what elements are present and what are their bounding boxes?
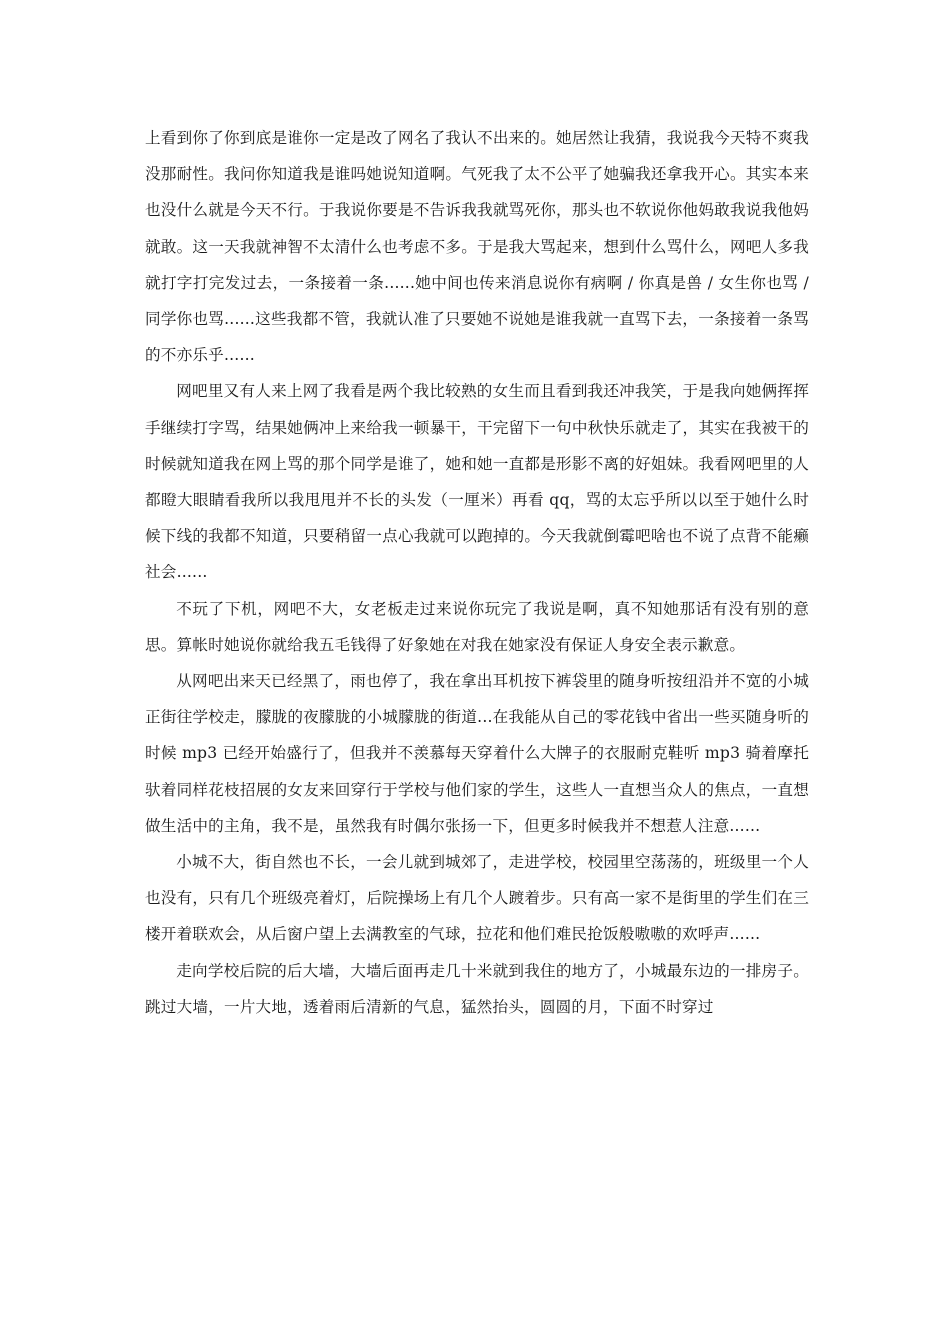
paragraph-leaving-cafe: 不玩了下机，网吧不大，女老板走过来说你玩完了我说是啊，真不知她那话有没有别的意思。算帐时她说你就给我五毛钱得了好象她在对我在她家没有保证人身安全表示歉意。 bbox=[145, 599, 809, 654]
paragraph-walk-to-school: 从网吧出来天已经黑了，雨也停了，我在拿出耳机按下裤袋里的随身听按纽沿并不宽的小城正街往学校走，朦胧的夜朦胧的小城朦胧的街道...在我能从自己的零花钱中省出一些买随身听的时候 mp3 已经开始盛行了，但我并不羡慕每天穿着什么大牌子的衣服耐克鞋听 mp3 骑着摩托驮着同样花枝招展的女友来回穿行于学校与他们家的学生，这些人一直想当众人的焦点，一直想做生活中的主角，我不是，虽然我有时偶尔张扬一下，但更多时候我并不想惹人注意...... bbox=[145, 672, 809, 835]
paragraph-back-wall: 走向学校后院的后大墙，大墙后面再走几十米就到我住的地方了，小城最东边的一排房子。跳过大墙，一片大地，透着雨后清新的气息，猛然抬头，圆圆的月，下面不时穿过 bbox=[145, 961, 809, 1016]
document-body bbox=[145, 120, 809, 1025]
paragraph-internet-cafe: 网吧里又有人来上网了我看是两个我比较熟的女生而且看到我还冲我笑，于是我向她俩挥挥手继续打字骂，结果她俩冲上来给我一顿暴干，干完留下一句中秋快乐就走了，其实在我被干的时候就知道我在网上骂的那个同学是谁了，她和她一直都是形影不离的好姐妹。我看网吧里的人都瞪大眼睛看我所以我甩甩并不长的头发（一厘米）再看 qq，骂的太忘乎所以以至于她什么时候下线的我都不知道，只要稍留一点心我就可以跑掉的。今天我就倒霉吧啥也不说了点背不能癞社会...... bbox=[145, 382, 809, 582]
paragraph-small-town: 小城不大，街自然也不长，一会儿就到城郊了，走进学校，校园里空荡荡的，班级里一个人也没有，只有几个班级亮着灯，后院操场上有几个人踱着步。只有高一家不是街里的学生们在三楼开着联欢会，从后窗户望上去满教室的气球，拉花和他们难民抢饭般嗷嗷的欢呼声...... bbox=[145, 853, 809, 944]
paragraph-continued-chat: 上看到你了你到底是谁你一定是改了网名了我认不出来的。她居然让我猜，我说我今天特不爽我没那耐性。我问你知道我是谁吗她说知道啊。气死我了太不公平了她骗我还拿我开心。其实本来也没什么就是今天不行。于我说你要是不告诉我我就骂死你，那头也不软说你他妈敢我说我他妈就敢。这一天我就神智不太清什么也考虑不多。于是我大骂起来，想到什么骂什么，网吧人多我就打字打完发过去，一条接着一条......她中间也传来消息说你有病啊 / 你真是兽 / 女生你也骂 / 同学你也骂......这些我都不管，我就认准了只要她不说她是谁我就一直骂下去，一条接着一条骂的不亦乐乎...... bbox=[145, 129, 809, 365]
